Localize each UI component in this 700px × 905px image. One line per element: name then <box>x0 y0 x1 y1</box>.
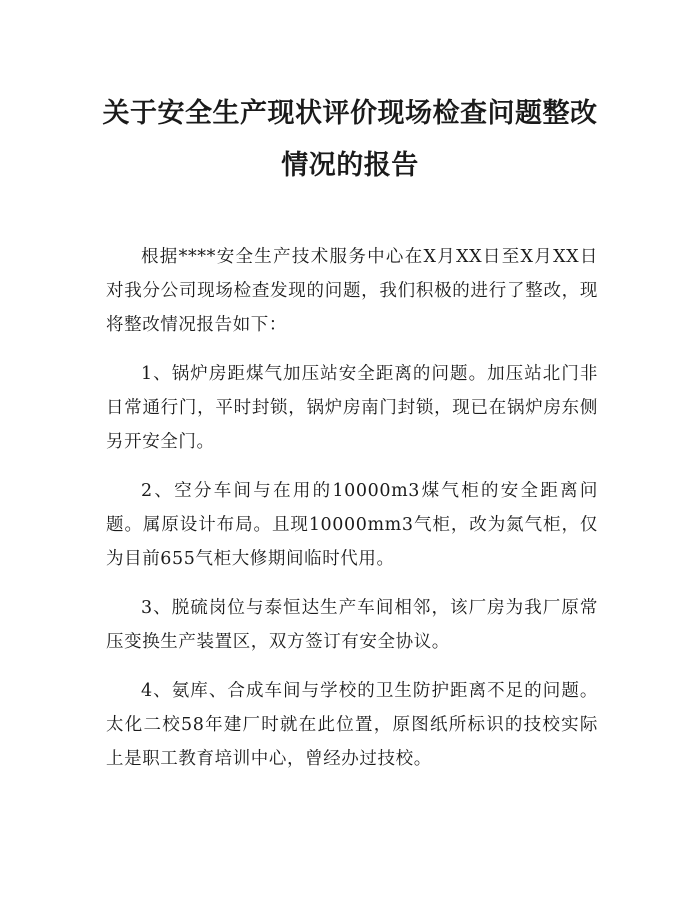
paragraph-item-3: 3、脱硫岗位与泰恒达生产车间相邻，该厂房为我厂原常压变换生产装置区，双方签订有安全协议。 <box>106 598 598 652</box>
paragraph-item-2: 2、空分车间与在用的10000m3煤气柜的安全距离问题。属原设计布局。且现10000mm3气柜，改为氮气柜，仅为目前655气柜大修期间临时代用。 <box>106 481 598 569</box>
document-title: 关于安全生产现状评价现场检查问题整改情况的报告 <box>102 98 598 181</box>
paragraph-intro: 根据****安全生产技术服务中心在X月XX日至X月XX日对我分公司现场检查发现的问题，我们积极的进行了整改，现将整改情况报告如下： <box>106 247 598 335</box>
document-body <box>106 240 598 791</box>
paragraph-item-4: 4、氨库、合成车间与学校的卫生防护距离不足的问题。太化二校58年建厂时就在此位置，原图纸所标识的技校实际上是职工教育培训中心，曾经办过技校。 <box>106 681 598 769</box>
paragraph-item-1: 1、锅炉房距煤气加压站安全距离的问题。加压站北门非日常通行门，平时封锁，锅炉房南门封锁，现已在锅炉房东侧另开安全门。 <box>106 364 598 452</box>
